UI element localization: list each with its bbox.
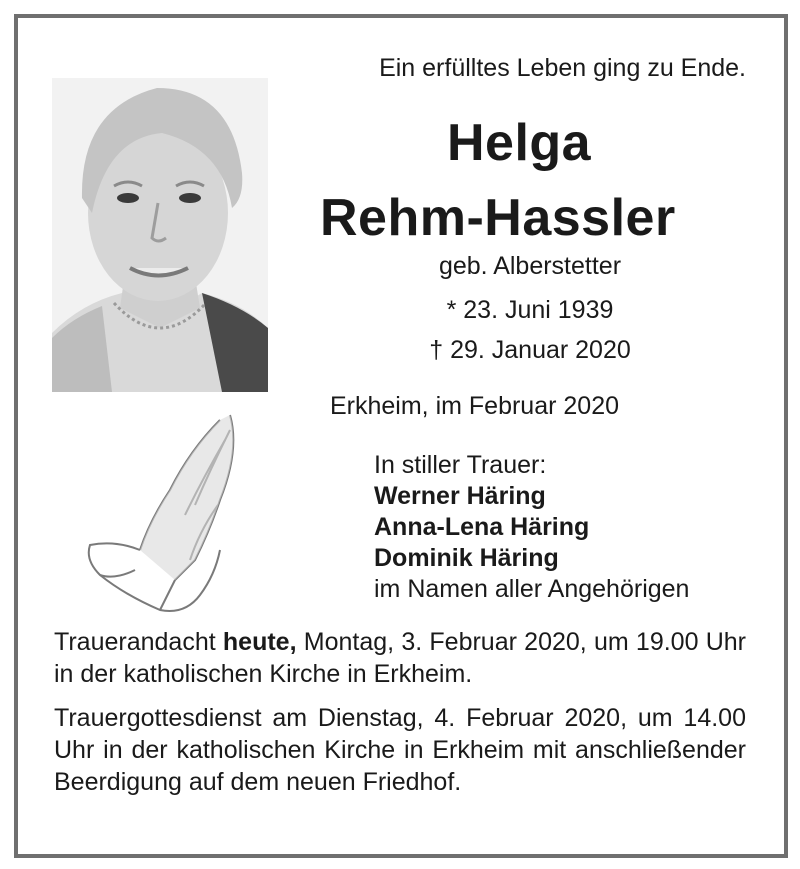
service1-pre: Trauerandacht [54,628,223,656]
mourners-closing: im Namen aller Angehörigen [374,575,690,603]
mourner-name: Anna-Lena Häring [374,513,590,541]
portrait-photo [52,78,268,392]
mourners-heading: In stiller Trauer: [374,451,547,479]
service1-bold: heute, [222,628,297,656]
place-and-date: Erkheim, im Februar 2020 [330,392,620,420]
birth-date: * 23. Juni 1939 [446,296,614,324]
praying-hands-icon [80,410,240,615]
service1-post: Montag, 3. Februar 2020, um 19.00 Uhr in der katholischen Kirche in Erkheim. [54,628,746,688]
deceased-last-name: Rehm-Hassler [320,189,676,247]
deceased-first-name: Helga [447,114,592,172]
mourners-block [374,450,689,605]
death-date: † 29. Januar 2020 [429,336,631,364]
birth-name: geb. Alberstetter [438,252,622,280]
service-notice-1 [54,626,746,690]
service-notice-2: Trauergottesdienst am Dienstag, 4. Februar 2020, um 14.00 Uhr in der katholischen Kirche in Erkheim mit anschließender Beerdigung auf dem neuen Friedhof. [54,704,746,796]
mourner-name: Dominik Häring [374,544,559,572]
mourner-name: Werner Häring [374,482,546,510]
intro-text: Ein erfülltes Leben ging zu Ende. [379,54,746,82]
